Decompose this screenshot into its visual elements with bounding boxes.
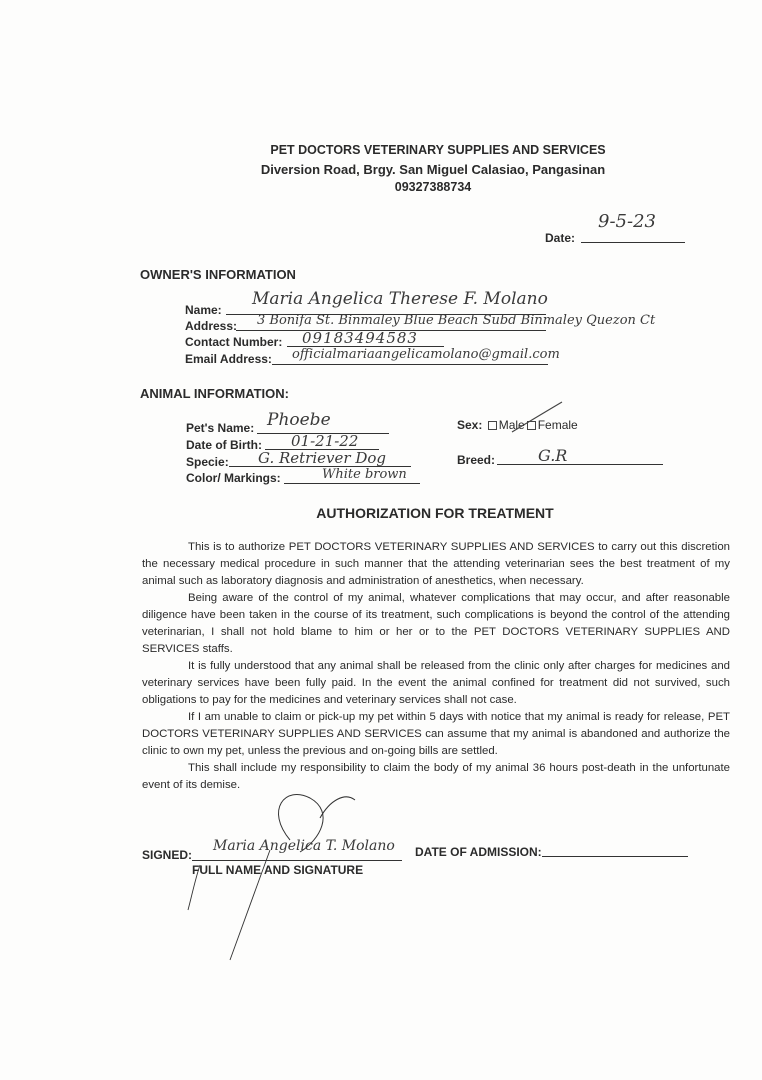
owner-section-title: OWNER'S INFORMATION	[140, 267, 296, 282]
owner-email-label: Email Address:	[185, 352, 272, 366]
color-line	[284, 483, 420, 484]
breed-value: G.R	[538, 446, 568, 465]
owner-address-label: Address:	[185, 319, 238, 333]
paragraph-1: This is to authorize PET DOCTORS VETERINARY SUPPLIES AND SERVICES to carry out this discretion the necessary medical procedure in such manner that the attending veterinarian sees the best treatment of my animal such as laboratory diagnosis and administration of anesthetics, when necessary.	[142, 541, 730, 587]
paragraph-3: It is fully understood that any animal shall be released from the clinic only after charges for medicines and veterinary services have been fully paid. In the event the animal confined for treatment did not survived, such obligations to pay for the medicines and veterinary services shall not case.	[142, 660, 730, 706]
owner-contact-value: 09183494583	[302, 329, 418, 347]
signed-label: SIGNED:	[142, 848, 193, 862]
signature-scribble	[170, 770, 410, 970]
paragraph-2: Being aware of the control of my animal, whatever complications that may occur, and after reasonable diligence have been taken in the course of its treatment, such complications is beyond the control of the attending veterinarian, I shall not hold blame to him or her or to the PET DOCTORS VETERINARY SUPPLIES AND SERVICES staffs.	[142, 592, 730, 655]
clinic-name: PET DOCTORS VETERINARY SUPPLIES AND SERVICES	[270, 143, 606, 157]
signed-value: Maria Angelica T. Molano	[213, 838, 395, 854]
female-check-mark	[510, 400, 570, 440]
specie-label: Specie:	[186, 455, 229, 469]
date-label: Date:	[545, 231, 576, 245]
owner-email-value: officialmariaangelicamolano@gmail.com	[292, 347, 560, 362]
date-line	[581, 242, 685, 243]
admission-line	[542, 856, 688, 857]
breed-line	[497, 464, 663, 465]
owner-name-value: Maria Angelica Therese F. Molano	[252, 289, 548, 309]
animal-section-title: ANIMAL INFORMATION:	[140, 386, 289, 401]
sex-label: Sex:	[457, 418, 483, 432]
dob-value: 01-21-22	[291, 432, 359, 450]
dob-label: Date of Birth:	[186, 438, 262, 452]
clinic-address: Diversion Road, Brgy. San Miguel Calasiao, Pangasinan	[260, 162, 606, 177]
pet-name-value: Phoebe	[267, 410, 331, 430]
owner-address-value: 3 Bonifa St. Binmaley Blue Beach Subd Binmaley Quezon Ct	[257, 313, 656, 328]
owner-contact-label: Contact Number:	[185, 335, 283, 349]
owner-email-line	[272, 364, 548, 365]
sex-male-text: Male	[498, 418, 525, 432]
date-value: 9-5-23	[598, 211, 656, 232]
male-checkbox[interactable]	[488, 421, 497, 430]
color-value: White brown	[322, 467, 407, 482]
paragraph-5: This shall include my responsibility to claim the body of my animal 36 hours post-death in the unfortunate event of its demise.	[142, 762, 730, 791]
pet-name-label: Pet's Name:	[186, 421, 255, 435]
specie-value: G. Retriever Dog	[258, 449, 386, 467]
owner-name-label: Name:	[185, 303, 222, 317]
clinic-phone: 09327388734	[394, 180, 472, 194]
signature-caption: FULL NAME AND SIGNATURE	[192, 863, 364, 877]
sex-female-text: Female	[537, 418, 578, 432]
admission-label: DATE OF ADMISSION:	[415, 845, 542, 859]
color-label: Color/ Markings:	[186, 471, 281, 485]
authorization-body	[142, 539, 730, 794]
paragraph-4: If I am unable to claim or pick-up my pet within 5 days with notice that my animal is ready for release, PET DOCTORS VETERINARY SUPPLIES AND SERVICES can assume that my animal is abandoned and authorize the clinic to own my pet, unless the previous and on-going bills are settled.	[142, 711, 730, 757]
breed-label: Breed:	[457, 453, 496, 467]
authorization-title: AUTHORIZATION FOR TREATMENT	[316, 505, 554, 521]
